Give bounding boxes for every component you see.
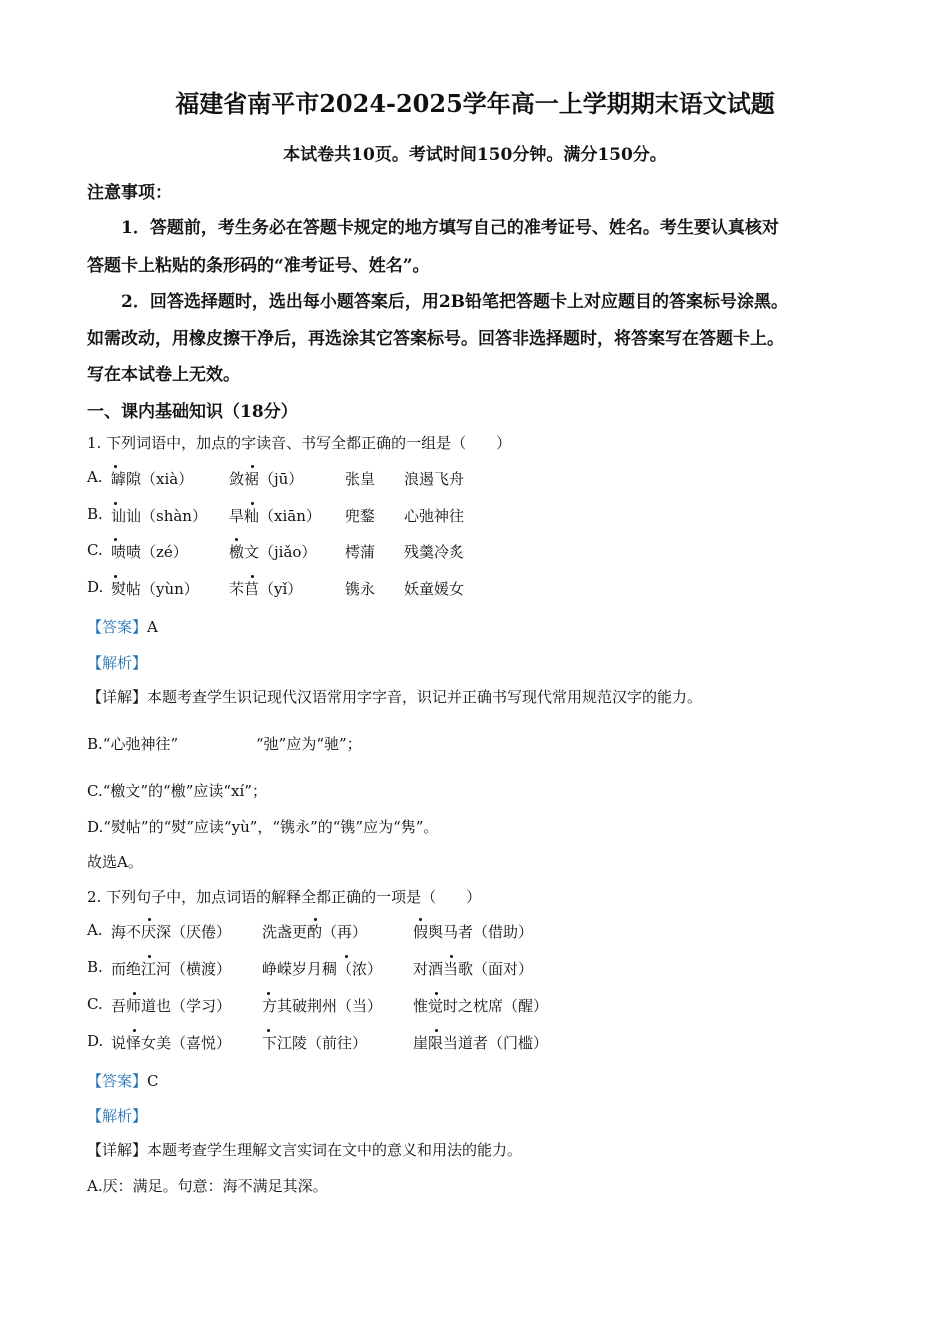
option-letter: D. — [87, 578, 104, 596]
option-sentence: 吾师道也（学习） — [111, 997, 232, 1015]
answer-tag: 【答案】 — [87, 1072, 148, 1090]
emphasis-dot — [267, 992, 270, 995]
page-title: 福建省南平市2024-2025学年高一上学期期末语文试题 — [175, 89, 775, 118]
option-word: 兜鍪 — [345, 507, 376, 525]
option-word: 心弛神往 — [404, 507, 465, 525]
emphasis-dot — [148, 918, 151, 921]
emphasis-dot — [251, 502, 254, 505]
option-word: 樗蒲 — [345, 543, 376, 561]
emphasis-dot — [251, 575, 254, 578]
q1-explain-b-left: B.“心弛神往” — [87, 735, 179, 753]
notice-item-1-line-1: 1．答题前，考生务必在答题卡规定的地方填写自己的准考证号、姓名。考生要认真核对 — [121, 218, 779, 238]
option-letter: B. — [87, 505, 103, 523]
emphasis-dot — [314, 918, 317, 921]
emphasis-dot — [435, 1029, 438, 1032]
answer-tag: 【答案】 — [87, 618, 148, 636]
notice-item-2-line-2: 如需改动，用橡皮擦干净后，再选涂其它答案标号。回答非选择题时，将答案写在答题卡上。 — [87, 329, 784, 349]
option-word: 熨帖（yùn） — [111, 580, 199, 598]
option-sentence: 对酒当歌（面对） — [413, 960, 534, 978]
option-sentence: 崖限当道者（门槛） — [413, 1034, 549, 1052]
option-letter: C. — [87, 541, 103, 559]
emphasis-dot — [133, 1029, 136, 1032]
option-sentence: 洗盏更酌（再） — [262, 923, 368, 941]
option-word: 妖童媛女 — [404, 580, 465, 598]
emphasis-dot — [114, 465, 117, 468]
option-letter: A. — [87, 921, 103, 939]
q2-answer — [87, 1070, 159, 1091]
option-word: 旱籼（xiān） — [229, 507, 321, 525]
notice-heading: 注意事项： — [87, 183, 172, 203]
answer-value: C — [147, 1072, 159, 1090]
answer-value: A — [147, 618, 158, 636]
option-word: 罅隙（xià） — [111, 470, 194, 488]
q1-explain-d: D.“熨帖”的“熨”应读“yù”，“镌永”的“镌”应为“隽”。 — [87, 818, 439, 836]
emphasis-dot — [114, 575, 117, 578]
option-sentence: 海不厌深（厌倦） — [111, 923, 232, 941]
option-word: 芣苢（yǐ） — [229, 580, 303, 598]
emphasis-dot — [235, 538, 238, 541]
option-letter: C. — [87, 995, 103, 1013]
option-sentence: 方其破荆州（当） — [262, 997, 383, 1015]
option-sentence: 惟觉时之枕席（醒） — [413, 997, 549, 1015]
q1-conclusion: 故选A。 — [87, 853, 143, 871]
option-letter: D. — [87, 1032, 104, 1050]
emphasis-dot — [267, 1029, 270, 1032]
option-sentence: 下江陵（前往） — [262, 1034, 368, 1052]
q1-detail: 【详解】本题考查学生识记现代汉语常用字字音，识记并正确书写现代常用规范汉字的能力。 — [87, 688, 703, 706]
option-sentence: 说怿女美（喜悦） — [111, 1034, 232, 1052]
option-sentence: 峥嵘岁月稠（浓） — [262, 960, 383, 978]
option-sentence: 而绝江河（横渡） — [111, 960, 232, 978]
q2-explain-a: A.厌：满足。句意：海不满足其深。 — [87, 1177, 328, 1195]
emphasis-dot — [435, 992, 438, 995]
exam-info: 本试卷共10页。考试时间150分钟。满分150分。 — [283, 145, 667, 165]
emphasis-dot — [450, 955, 453, 958]
option-word: 啧啧（zé） — [111, 543, 188, 561]
q1-explain-c: C.“檄文”的“檄”应读“xí”； — [87, 782, 267, 800]
option-word: 镌永 — [345, 580, 376, 598]
q2-stem: 2. 下列句子中，加点词语的解释全都正确的一项是（ ） — [87, 888, 482, 906]
option-letter: B. — [87, 958, 103, 976]
notice-item-2-line-1: 2．回答选择题时，选出每小题答案后，用2B铅笔把答题卡上对应题目的答案标号涂黑。 — [121, 292, 789, 312]
q1-answer — [87, 616, 158, 637]
emphasis-dot — [419, 918, 422, 921]
option-letter: A. — [87, 468, 103, 486]
option-word: 残羹冷炙 — [404, 543, 465, 561]
q2-analysis-tag: 【解析】 — [87, 1107, 148, 1125]
emphasis-dot — [133, 992, 136, 995]
q1-analysis-tag: 【解析】 — [87, 654, 148, 672]
q1-explain-b-right: “弛”应为“驰”； — [256, 735, 362, 753]
option-word: 檄文（jiǎo） — [229, 543, 317, 561]
emphasis-dot — [345, 955, 348, 958]
notice-item-2-line-3: 写在本试卷上无效。 — [87, 365, 240, 385]
option-word: 浪遏飞舟 — [404, 470, 465, 488]
option-word: 敛裾（jū） — [229, 470, 304, 488]
emphasis-dot — [114, 502, 117, 505]
emphasis-dot — [148, 955, 151, 958]
section-heading: 一、课内基础知识（18分） — [87, 402, 298, 422]
option-word: 讪讪（shàn） — [111, 507, 207, 525]
q2-detail: 【详解】本题考查学生理解文言实词在文中的意义和用法的能力。 — [87, 1141, 523, 1159]
notice-item-1-line-2: 答题卡上粘贴的条形码的“准考证号、姓名”。 — [87, 256, 430, 276]
emphasis-dot — [251, 465, 254, 468]
option-sentence: 假舆马者（借助） — [413, 923, 534, 941]
q1-stem: 1. 下列词语中，加点的字读音、书写全都正确的一组是（ ） — [87, 434, 512, 452]
option-word: 张皇 — [345, 470, 376, 488]
emphasis-dot — [114, 538, 117, 541]
